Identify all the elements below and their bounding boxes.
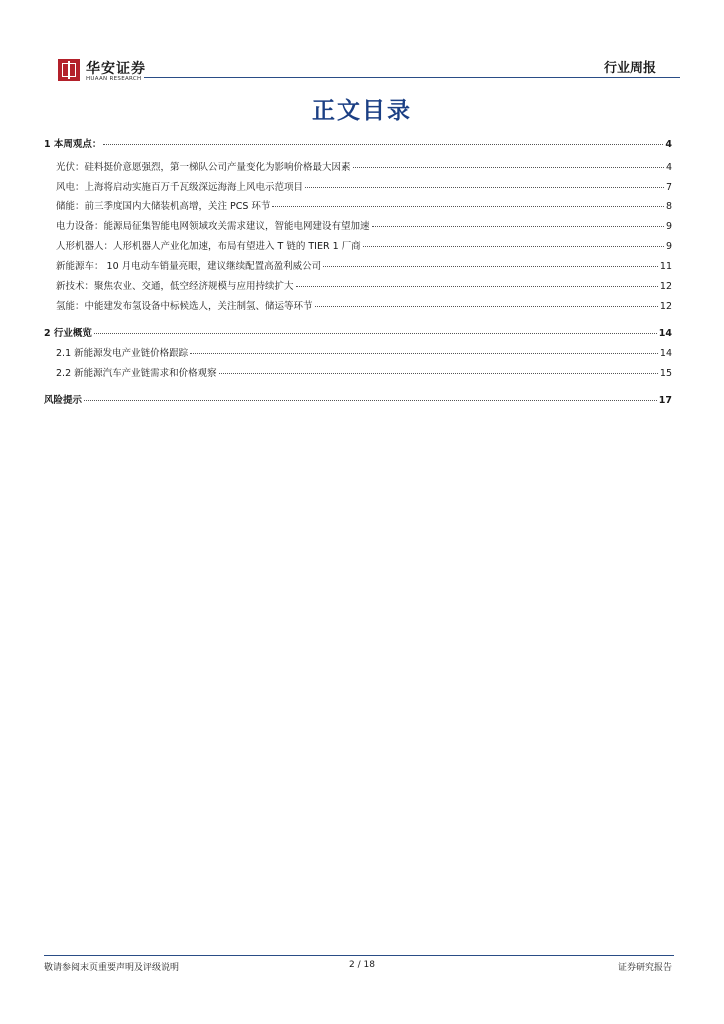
toc-entry-page: 9 bbox=[665, 241, 672, 252]
toc-entry-page: 12 bbox=[659, 281, 672, 292]
toc-entry[interactable] bbox=[44, 300, 672, 314]
toc-leader-dots bbox=[353, 167, 664, 168]
toc-entry-page: 14 bbox=[659, 348, 672, 359]
footer-divider bbox=[44, 955, 674, 956]
report-type-label: 行业周报 bbox=[603, 61, 656, 76]
footer-page-number: 2 / 18 bbox=[349, 960, 375, 970]
toc-entry[interactable] bbox=[44, 280, 672, 294]
toc-entry-label: 新能源车： 10 月电动车销量亮眼，建议继续配置高盈利威公司 bbox=[56, 261, 322, 272]
toc-entry-label: 储能：前三季度国内大储装机高增，关注 PCS 环节 bbox=[56, 201, 271, 212]
toc-entry[interactable] bbox=[44, 327, 672, 341]
footer-disclaimer: 敬请参阅末页重要声明及评级说明 bbox=[44, 963, 180, 973]
toc-entry-label: 风电：上海将启动实施百万千瓦级深远海海上风电示范项目 bbox=[56, 182, 304, 193]
toc-leader-dots bbox=[372, 226, 664, 227]
page-title: 正文目录 bbox=[312, 98, 412, 124]
toc-entry-label: 2.1 新能源发电产业链价格跟踪 bbox=[56, 348, 189, 359]
toc-leader-dots bbox=[94, 333, 657, 334]
toc-leader-dots bbox=[272, 206, 664, 207]
toc-entry-page: 7 bbox=[665, 182, 672, 193]
toc-entry-label: 光伏：硅料挺价意愿强烈，第一梯队公司产量变化为影响价格最大因素 bbox=[56, 162, 351, 173]
toc-entry-label: 人形机器人：人形机器人产业化加速，布局有望进入 T 链的 TIER 1 厂商 bbox=[56, 241, 361, 252]
toc-entry-page: 11 bbox=[659, 261, 672, 272]
toc-leader-dots bbox=[103, 144, 663, 145]
toc-entry-label: 2 行业概览 bbox=[44, 328, 92, 339]
toc-entry-page: 4 bbox=[665, 139, 672, 150]
footer-report-label: 证券研究报告 bbox=[617, 963, 672, 973]
toc-entry[interactable] bbox=[44, 220, 672, 234]
toc-leader-dots bbox=[315, 306, 658, 307]
toc-entry-label: 氢能：中能建发布氢设备中标候选人，关注制氢、储运等环节 bbox=[56, 301, 313, 312]
toc-entry[interactable] bbox=[44, 394, 672, 408]
toc-leader-dots bbox=[219, 373, 658, 374]
toc-entry-page: 9 bbox=[665, 221, 672, 232]
logo-seal-icon bbox=[58, 59, 80, 81]
toc-entry-page: 12 bbox=[659, 301, 672, 312]
toc-leader-dots bbox=[305, 187, 664, 188]
toc-entry-label: 风险提示 bbox=[44, 395, 83, 406]
header-divider bbox=[144, 77, 680, 78]
toc-leader-dots bbox=[296, 286, 658, 287]
toc-leader-dots bbox=[190, 353, 658, 354]
company-logo bbox=[58, 59, 154, 83]
toc-entry-label: 1 本周观点： bbox=[44, 139, 102, 150]
toc-entry-page: 4 bbox=[665, 162, 672, 173]
toc-leader-dots bbox=[363, 246, 664, 247]
toc-entry-label: 2.2 新能源汽车产业链需求和价格观察 bbox=[56, 368, 217, 379]
toc-entry-page: 15 bbox=[659, 368, 672, 379]
toc-leader-dots bbox=[323, 266, 658, 267]
logo-chinese-name: 华安证券 bbox=[86, 61, 146, 77]
toc-entry[interactable] bbox=[44, 138, 672, 152]
page-header bbox=[44, 56, 680, 82]
toc-entry[interactable] bbox=[44, 161, 672, 175]
toc-entry[interactable] bbox=[44, 181, 672, 195]
toc-entry-page: 17 bbox=[658, 395, 672, 406]
toc-entry-label: 新技术：聚焦农业、交通，低空经济规模与应用持续扩大 bbox=[56, 281, 294, 292]
toc-entry[interactable] bbox=[44, 260, 672, 274]
toc-entry-page: 8 bbox=[665, 201, 672, 212]
toc-entry[interactable] bbox=[44, 347, 672, 361]
toc-entry[interactable] bbox=[44, 367, 672, 381]
logo-english-name: HUAAN RESEARCH bbox=[86, 76, 142, 82]
toc-entry-label: 电力设备：能源局征集智能电网领域攻关需求建议，智能电网建设有望加速 bbox=[56, 221, 370, 232]
toc-entry[interactable] bbox=[44, 200, 672, 214]
toc-entry-page: 14 bbox=[658, 328, 672, 339]
toc-leader-dots bbox=[84, 400, 657, 401]
toc-entry[interactable] bbox=[44, 240, 672, 254]
